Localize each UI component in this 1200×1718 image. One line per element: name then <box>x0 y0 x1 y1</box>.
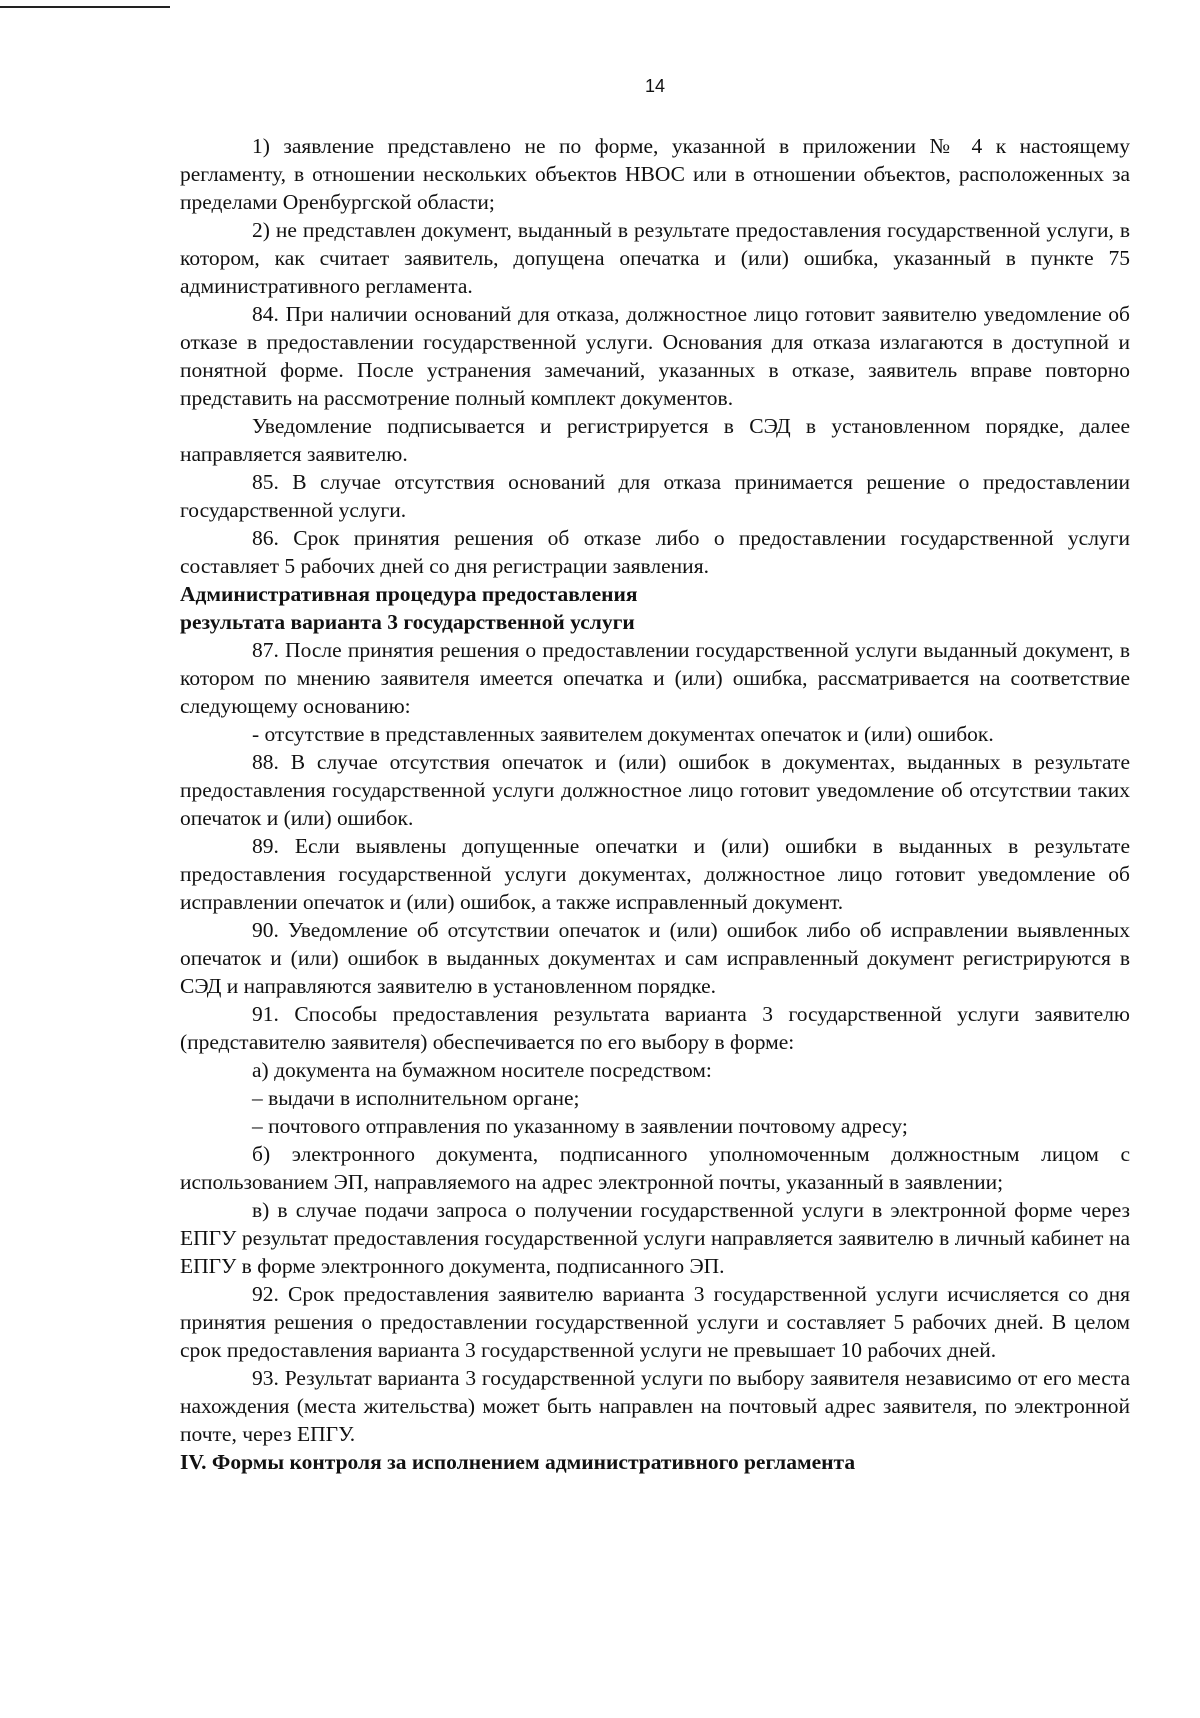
document-body <box>180 132 1130 1476</box>
paragraph: 90. Уведомление об отсутствии опечаток и (или) ошибок либо об исправлении выявленных опечаток и (или) ошибок в выданных документах и сам исправленный документ регистрируются в СЭД и направляются заявителю в установленном порядке. <box>180 918 1130 998</box>
paragraph: 93. Результат варианта 3 государственной услуги по выбору заявителя независимо от его места нахождения (места жительства) может быть направлен на почтовый адрес заявителя, по электронной почте, через ЕПГУ. <box>180 1366 1130 1446</box>
section-heading: IV. Формы контроля за исполнением административного регламента <box>180 1450 856 1474</box>
subsection-heading-line-1: Административная процедура предоставления <box>180 582 638 606</box>
paragraph: 87. После принятия решения о предоставлении государственной услуги выданный документ, в котором по мнению заявителя имеется опечатка и (или) ошибка, рассматривается на соответствие следующему основанию: <box>180 638 1130 718</box>
paragraph: 84. При наличии оснований для отказа, должностное лицо готовит заявителю уведомление об отказе в предоставлении государственной услуги. Основания для отказа излагаются в доступной и понятной форме. После устранения замечаний, указанных в отказе, заявитель вправе повторно представить на рассмотрение полный комплект документов. <box>180 302 1130 410</box>
list-item: – почтового отправления по указанному в заявлении почтовому адресу; <box>252 1114 908 1138</box>
paragraph: 86. Срок принятия решения об отказе либо о предоставлении государственной услуги составляет 5 рабочих дней со дня регистрации заявления. <box>180 526 1130 578</box>
list-item: – выдачи в исполнительном органе; <box>252 1086 580 1110</box>
list-item: - отсутствие в представленных заявителем документах опечаток и (или) ошибок. <box>252 722 994 746</box>
subsection-heading <box>180 580 1130 636</box>
paragraph: 85. В случае отсутствия оснований для отказа принимается решение о предоставлении государственной услуги. <box>180 470 1130 522</box>
list-item: б) электронного документа, подписанного уполномоченным должностным лицом с использованием ЭП, направляемого на адрес электронной почты, указанный в заявлении; <box>180 1142 1130 1194</box>
list-item: а) документа на бумажном носителе посредством: <box>252 1058 712 1082</box>
page-number: 14 <box>644 76 666 96</box>
scan-edge-mark-short <box>150 6 170 8</box>
subsection-heading-line-2: результата варианта 3 государственной услуги <box>180 610 635 634</box>
paragraph: 89. Если выявлены допущенные опечатки и (или) ошибки в выданных в результате предоставления государственной услуги документах, должностное лицо готовит уведомление об исправлении опечаток и (или) ошибок, а также исправленный документ. <box>180 834 1130 914</box>
paragraph: 2) не представлен документ, выданный в результате предоставления государственной услуги, в котором, как считает заявитель, допущена опечатка и (или) ошибка, указанный в пункте 75 административного регламента. <box>180 218 1130 298</box>
paragraph: 92. Срок предоставления заявителю варианта 3 государственной услуги исчисляется со дня принятия решения о предоставлении государственной услуги и составляет 5 рабочих дней. В целом срок предоставления варианта 3 государственной услуги не превышает 10 рабочих дней. <box>180 1282 1130 1362</box>
paragraph: 88. В случае отсутствия опечаток и (или) ошибок в документах, выданных в результате предоставления государственной услуги должностное лицо готовит уведомление об отсутствии таких опечаток и (или) ошибок. <box>180 750 1130 830</box>
list-item: в) в случае подачи запроса о получении государственной услуги в электронной форме через ЕПГУ результат предоставления государственной услуги направляется заявителю в личный кабинет на ЕПГУ в форме электронного документа, подписанного ЭП. <box>180 1198 1130 1278</box>
paragraph: 91. Способы предоставления результата варианта 3 государственной услуги заявителю (представителю заявителя) обеспечивается по его выбору в форме: <box>180 1002 1130 1054</box>
paragraph: 1) заявление представлено не по форме, указанной в приложении № 4 к настоящему регламенту, в отношении нескольких объектов НВОС или в отношении объектов, расположенных за пределами Оренбургской области; <box>180 134 1130 214</box>
paragraph: Уведомление подписывается и регистрируется в СЭД в установленном порядке, далее направляется заявителю. <box>180 414 1130 466</box>
scan-edge-mark <box>0 6 160 8</box>
